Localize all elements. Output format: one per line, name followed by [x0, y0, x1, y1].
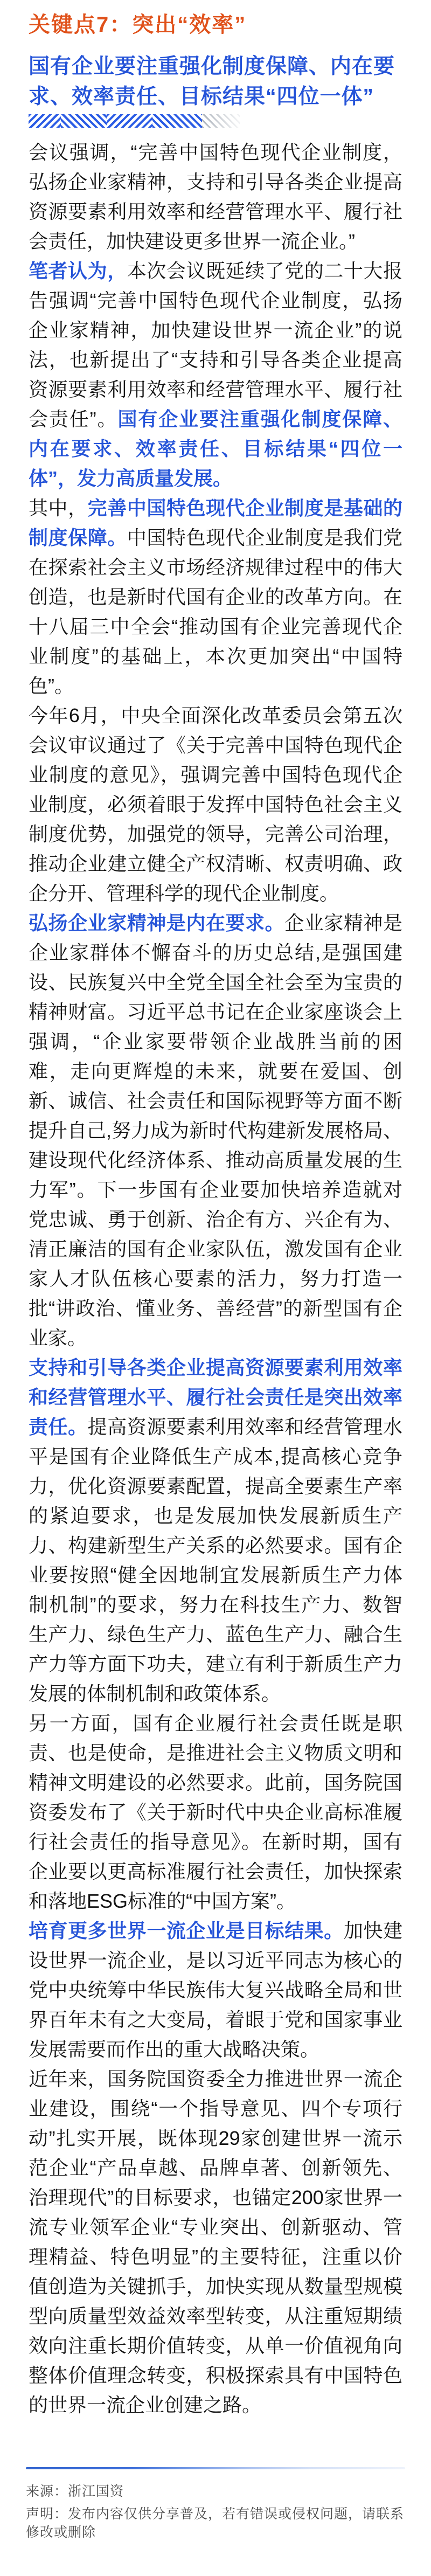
paragraph — [29, 1916, 402, 2064]
highlighted-text-segment: 笔者认为， — [29, 260, 127, 282]
highlighted-text-segment: 支持和引导各类企业提高资源要素利用效率和经营管理水平、履行社会责任是突出效率责任。 — [29, 1356, 402, 1438]
body-text-segment: 本次会议既延续了党的二十大报告强调“完善中国特色现代企业制度，弘扬企业家精神，加快建设世界一流企业”的说法，也新提出了“支持和引导各类企业提高资源要素利用效率和经营管理水平、履行社会责任”。 — [29, 260, 402, 430]
paragraph — [29, 493, 402, 701]
body-text-segment: 近年来，国务院国资委全力推进世界一流企业建设，围绕“一个指导意见、四个专项行动”扎实开展，既体现29家创建世界一流示范企业“产品卓越、品牌卓著、创新领先、治理现代”的目标要求，也锚定200家世界一流专业领军企业“专业突出、创新驱动、管理精益、特色明显”的主要特征，注重以价值创造为关键抓手，加快实现从数量型规模型向质量型效益效率型转变，从注重短期绩效向注重长期价值转变，从单一价值视角向整体价值理念转变，积极探索具有中国特色的世界一流企业创建之路。 — [29, 2068, 402, 2416]
body-text-segment: 企业家精神是企业家群体不懈奋斗的历史总结,是强国建设、民族复兴中全党全国全社会至为宝贵的精神财富。习近平总书记在企业家座谈会上强调，“企业家要带领企业战胜当前的困难，走向更辉煌的未来，就要在爱国、创新、诚信、社会责任和国际视野等方面不断提升自己,努力成为新时代构建新发展格局、建设现代化经济体系、推动高质量发展的生力军”。下一步国有企业要加快培养造就对党忠诚、勇于创新、治企有方、兴企有为、清正廉洁的国有企业家队伍，激发国有企业家人才队伍核心要素的活力，努力打造一批“讲政治、懂业务、善经营”的新型国有企业家。 — [29, 912, 403, 1349]
stripe-segment — [61, 114, 107, 128]
striped-divider — [29, 114, 240, 128]
disclaimer-line: 声明：发布内容仅供分享普及，若有错误或侵权问题，请联系修改或删除 — [26, 2506, 405, 2540]
highlighted-text-segment: 培育更多世界一流企业是目标结果。 — [29, 1920, 344, 1942]
footer-divider — [26, 2467, 405, 2469]
paragraph — [29, 256, 402, 493]
paragraph — [29, 2064, 402, 2420]
stripe-segment — [107, 114, 152, 128]
highlighted-text-segment: 弘扬企业家精神是内在要求。 — [29, 912, 285, 934]
stripe-segment — [152, 114, 202, 128]
article-subtitle: 国有企业要注重强化制度保障、内在要求、效率责任、目标结果“四位一体” — [29, 55, 395, 108]
highlighted-text-segment: 完善中国特色现代企业制度是基础的制度保障。 — [29, 497, 402, 549]
paragraph — [29, 701, 402, 908]
body-text-segment: 会议强调，“完善中国特色现代企业制度，弘扬企业家精神，支持和引导各类企业提高资源要素利用效率和经营管理水平、履行社会责任，加快建设更多世界一流企业。” — [29, 141, 402, 252]
body-text-segment: 其中， — [29, 497, 88, 519]
body-text-segment: 提高资源要素利用效率和经营管理水平是国有企业降低生产成本,提高核心竞争力，优化资源要素配置，提高全要素生产率的紧迫要求，也是发展加快发展新质生产力、构建新型生产关系的必然要求。国有企业要按照“健全因地制宜发展新质生产力体制机制”的要求，努力在科技生产力、数智生产力、绿色生产力、蓝色生产力、融合生产力等方面下功夫，建立有利于新质生产力发展的体制机制和政策体系。 — [29, 1416, 402, 1705]
paragraph — [29, 1353, 402, 1708]
stripe-segment — [202, 114, 240, 128]
stripe-segment — [29, 114, 61, 128]
body-text-segment: 另一方面，国有企业履行社会责任既是职责、也是使命，是推进社会主义物质文明和精神文明建设的必然要求。此前，国务院国资委发布了《关于新时代中央企业高标准履行社会责任的指导意见》。在新时期，国有企业要以更高标准履行社会责任，加快探索和落地ESG标准的“中国方案”。 — [29, 1712, 402, 1912]
page-title: 关键点7：突出“效率” — [29, 13, 247, 37]
body-text-segment: 加快建设世界一流企业，是以习近平同志为核心的党中央统筹中华民族伟大复兴战略全局和世界百年未有之大变局，着眼于党和国家事业发展需要而作出的重大战略决策。 — [29, 1920, 402, 2060]
paragraph — [29, 137, 402, 256]
body-text-segment: 今年6月，中央全面深化改革委员会第五次会议审议通过了《关于完善中国特色现代企业制度的意见》，强调完善中国特色现代企业制度，必须着眼于发挥中国特色社会主义制度优势，加强党的领导，完善公司治理，推动企业建立健全产权清晰、权责明确、政企分开、管理科学的现代企业制度。 — [29, 704, 402, 904]
paragraph — [29, 908, 402, 1353]
highlighted-text-segment: 国有企业要注重强化制度保障、内在要求、效率责任、目标结果“四位一体”，发力高质量发展。 — [29, 408, 402, 489]
paragraph — [29, 1708, 402, 1916]
article-body — [29, 137, 402, 2420]
body-text-segment: 中国特色现代企业制度是我们党在探索社会主义市场经济规律过程中的伟大创造，也是新时代国有企业的改革方向。在十八届三中全会“推动国有企业完善现代企业制度”的基础上，本次更加突出“中国特色”。 — [29, 527, 402, 697]
source-line: 来源：浙江国资 — [26, 2484, 124, 2499]
